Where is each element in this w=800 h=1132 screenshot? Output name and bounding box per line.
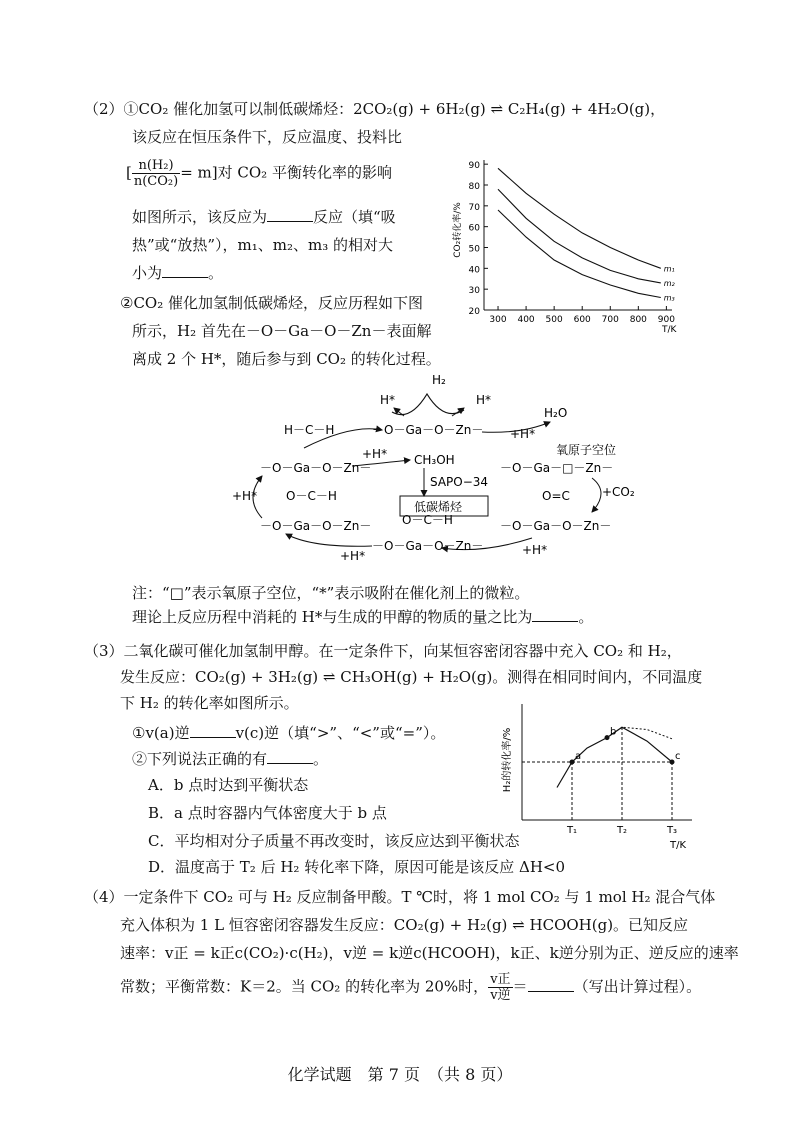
q4-line4c: （写出计算过程）。 [573,977,702,996]
ratio-denominator: n(CO₂) [133,174,179,189]
chart2-x-tick-label: T₃ [666,825,678,836]
q2-question [132,606,593,628]
chart1-y-tick-label: 40 [468,265,480,276]
chart1-legend-2: m₂ [663,278,675,288]
q2-ratio: [ $\frac{\text{n(H₂)}}{\text{n(CO₂)}}$ = m]对 CO₂ 平衡转化率的影响 [126,158,392,189]
chart1-series-2 [498,189,661,283]
chart1-y-label: CO₂转化率/% [453,202,463,258]
option-a[interactable]: A．b 点时达到平衡状态 [148,776,309,794]
chart1-x-tick-label: 500 [545,315,563,325]
chart1-x-tick-label: 300 [489,315,507,325]
chart2-point-label-b: b [610,726,617,738]
mech-vacancy: 氧原子空位 [556,443,617,457]
answer-blank-5[interactable] [267,749,313,764]
q4-line4a: 常数；平衡常数：K＝2。当 CO₂ 的转化率为 20%时， [120,977,489,996]
q2-part2-line3: 离成 2 个 H*，随后参与到 CO₂ 的转化过程。 [132,350,441,368]
q4-line4 [120,972,701,1003]
chart1-y-tick-label: 60 [468,223,480,234]
option-c[interactable]: C．平均相对分子质量不再改变时，该反应达到平衡状态 [148,832,520,850]
q2-question-end: 。 [578,608,594,626]
mech-hstar-right: H* [476,393,492,407]
q4-line4b: ＝ [512,977,528,996]
mech-plus-hstar-top: +H* [510,427,536,441]
chart2-point-c [670,760,675,765]
page-footer: 化学试题 第 7 页 （共 8 页） [287,1065,513,1084]
chart2-x-tick-label: T₂ [616,825,628,836]
mech-ch3oh: CH₃OH [414,453,455,467]
chart1-x-tick-label: 700 [601,315,619,325]
q4-frac-den: v逆 [490,988,511,1003]
q4-line3: 速率：v正 = k正c(CO₂)·c(H₂)，v逆 = k逆c(HCOOH)，k正、k逆分别为正、逆反应的速率 [120,944,739,962]
chart1-y-tick-label: 90 [468,161,480,172]
answer-blank-3[interactable] [532,607,578,622]
q2-line2: 该反应在恒压条件下，反应温度、投料比 [132,128,403,146]
chart1-y-tick-label: 70 [468,202,480,213]
mech-surface-left-upper: －O－Ga－O－Zn－ [260,461,372,475]
ratio-numerator: n(H₂) [132,158,180,174]
q2-question-text: 理论上反应历程中消耗的 H*与生成的甲醇的物质的量之比为 [132,608,533,626]
answer-blank-1[interactable] [267,207,313,222]
chart2-y-label: H₂的转化率/% [502,727,513,793]
q3-line3: 下 H₂ 的转化率如图所示。 [120,694,299,712]
chart1-y-tick-label: 20 [468,307,480,317]
q4-line1: （4）一定条件下 CO₂ 可与 H₂ 反应制备甲酸。T ℃时，将 1 mol CO₂ 与 1 mol H₂ 混合气体 [84,888,716,906]
q3-part2-text: ②下列说法正确的有 [132,750,268,768]
mech-hstar-left: H* [380,393,396,407]
q2-line4b-text: 反应（填“吸 [313,208,396,226]
mech-methanol-bound: H－C－H [284,423,335,437]
chart1-x-tick-label: 600 [573,315,591,325]
mech-surface-left-lower: －O－Ga－O－Zn－ [260,519,372,533]
mech-plus-co2: +CO₂ [602,485,635,499]
chart2-point-b [605,735,610,740]
q2-line1: （2）①CO₂ 催化加氢可以制低碳烯烃：2CO₂(g) + 6H₂(g) ⇌ C₂H₄(g) + 4H₂O(g)， [84,100,666,118]
q2-part2-line1: ②CO₂ 催化加氢制低碳烯烃，反应历程如下图 [120,294,424,312]
chart1-x-tick-label: 800 [629,315,647,325]
co2-conversion-chart [450,148,690,333]
mech-plus-hstar-bottom: +H* [340,549,366,563]
mech-plus-hstar-left-upper: +H* [362,447,388,461]
answer-blank-6[interactable] [528,977,574,992]
chart2-point-label-a: a [575,751,582,762]
chart1-series-1 [498,168,661,268]
q2-line6b-text: 。 [208,264,224,282]
chart2-point-label-c: c [675,751,681,762]
mech-surface-bottom: －O－Ga－O－Zn－ [372,539,484,553]
mech-co2-adsorbed: O=C [542,489,570,503]
q3-line2: 发生反应：CO₂(g) + 3H₂(g) ⇌ CH₃OH(g) + H₂O(g)。测得在相同时间内，不同温度 [120,668,703,686]
mech-plus-hstar-right: +H* [522,543,548,557]
q3-part1 [132,722,445,744]
q2-line4-text: 如图所示，该反应为 [132,208,268,226]
mech-methoxy: O－C－H [286,489,337,503]
chart1-y-tick-label: 50 [468,244,480,255]
chart1-legend-3: m₃ [663,293,675,303]
q2-line5: 热”或“放热”），m₁、m₂、m₃ 的相对大 [132,236,393,254]
q2-line6 [132,262,223,284]
q3-part2 [132,748,328,770]
mech-surface-right: －O－Ga－O－Zn－ [500,519,612,533]
chart1-y-tick-label: 30 [468,286,480,297]
q3-part2-end: 。 [313,750,329,768]
chart1-y-tick-label: 80 [468,182,480,192]
chart2-x-tick-label: T₁ [566,825,578,836]
chart1-x-tick-label: 900 [657,315,675,325]
q2-part2-line2: 所示，H₂ 首先在－O－Ga－O－Zn－表面解 [132,322,432,340]
answer-blank-4[interactable] [190,723,236,738]
chart1-x-label: T/K [662,325,677,333]
mech-olefin-box: 低碳烯烃 [414,500,463,514]
mech-surface-top: －O－Ga－O－Zn－ [372,423,484,437]
mech-sapo: SAPO−34 [430,475,489,489]
chart2-point-a [570,760,575,765]
mech-h2o: H₂O [544,406,568,420]
mech-h2: H₂ [432,373,446,387]
option-d[interactable]: D．温度高于 T₂ 后 H₂ 转化率下降，原因可能是该反应 ΔH<0 [148,858,566,876]
q4-frac-num: v正 [490,972,511,987]
chart2-x-label: T/K [670,840,687,851]
h2-conversion-chart [500,696,700,856]
mech-plus-hstar-left: +H* [232,489,258,503]
answer-blank-2[interactable] [162,263,208,278]
q3-line1: （3）二氧化碳可催化加氢制甲醇。在一定条件下，向某恒容密闭容器中充入 CO₂ 和 H₂， [84,642,682,660]
chart1-legend-1: m₁ [663,264,675,274]
mech-surface-vac: －O－Ga－□－Zn－ [500,461,614,475]
option-b[interactable]: B．a 点时容器内气体密度大于 b 点 [148,804,387,822]
chart1-series-3 [498,210,661,298]
q3-part1a: ①v(a)逆 [132,724,190,742]
q2-line6-text: 小为 [132,264,163,282]
q2-line4 [132,206,396,228]
q3-part1b: v(c)逆（填“>”、“<”或“=”）。 [235,724,446,742]
chart1-x-tick-label: 400 [517,315,535,325]
q4-line2: 充入体积为 1 L 恒容密闭容器发生反应：CO₂(g) + H₂(g) ⇌ HCOOH(g)。已知反应 [120,916,689,934]
mech-formate: O－C－H [402,513,453,527]
ratio-tail: = m]对 CO₂ 平衡转化率的影响 [180,163,392,182]
q2-note: 注：“□”表示氧原子空位，“*”表示吸附在催化剂上的微粒。 [132,584,530,602]
mechanism-diagram [232,372,662,572]
